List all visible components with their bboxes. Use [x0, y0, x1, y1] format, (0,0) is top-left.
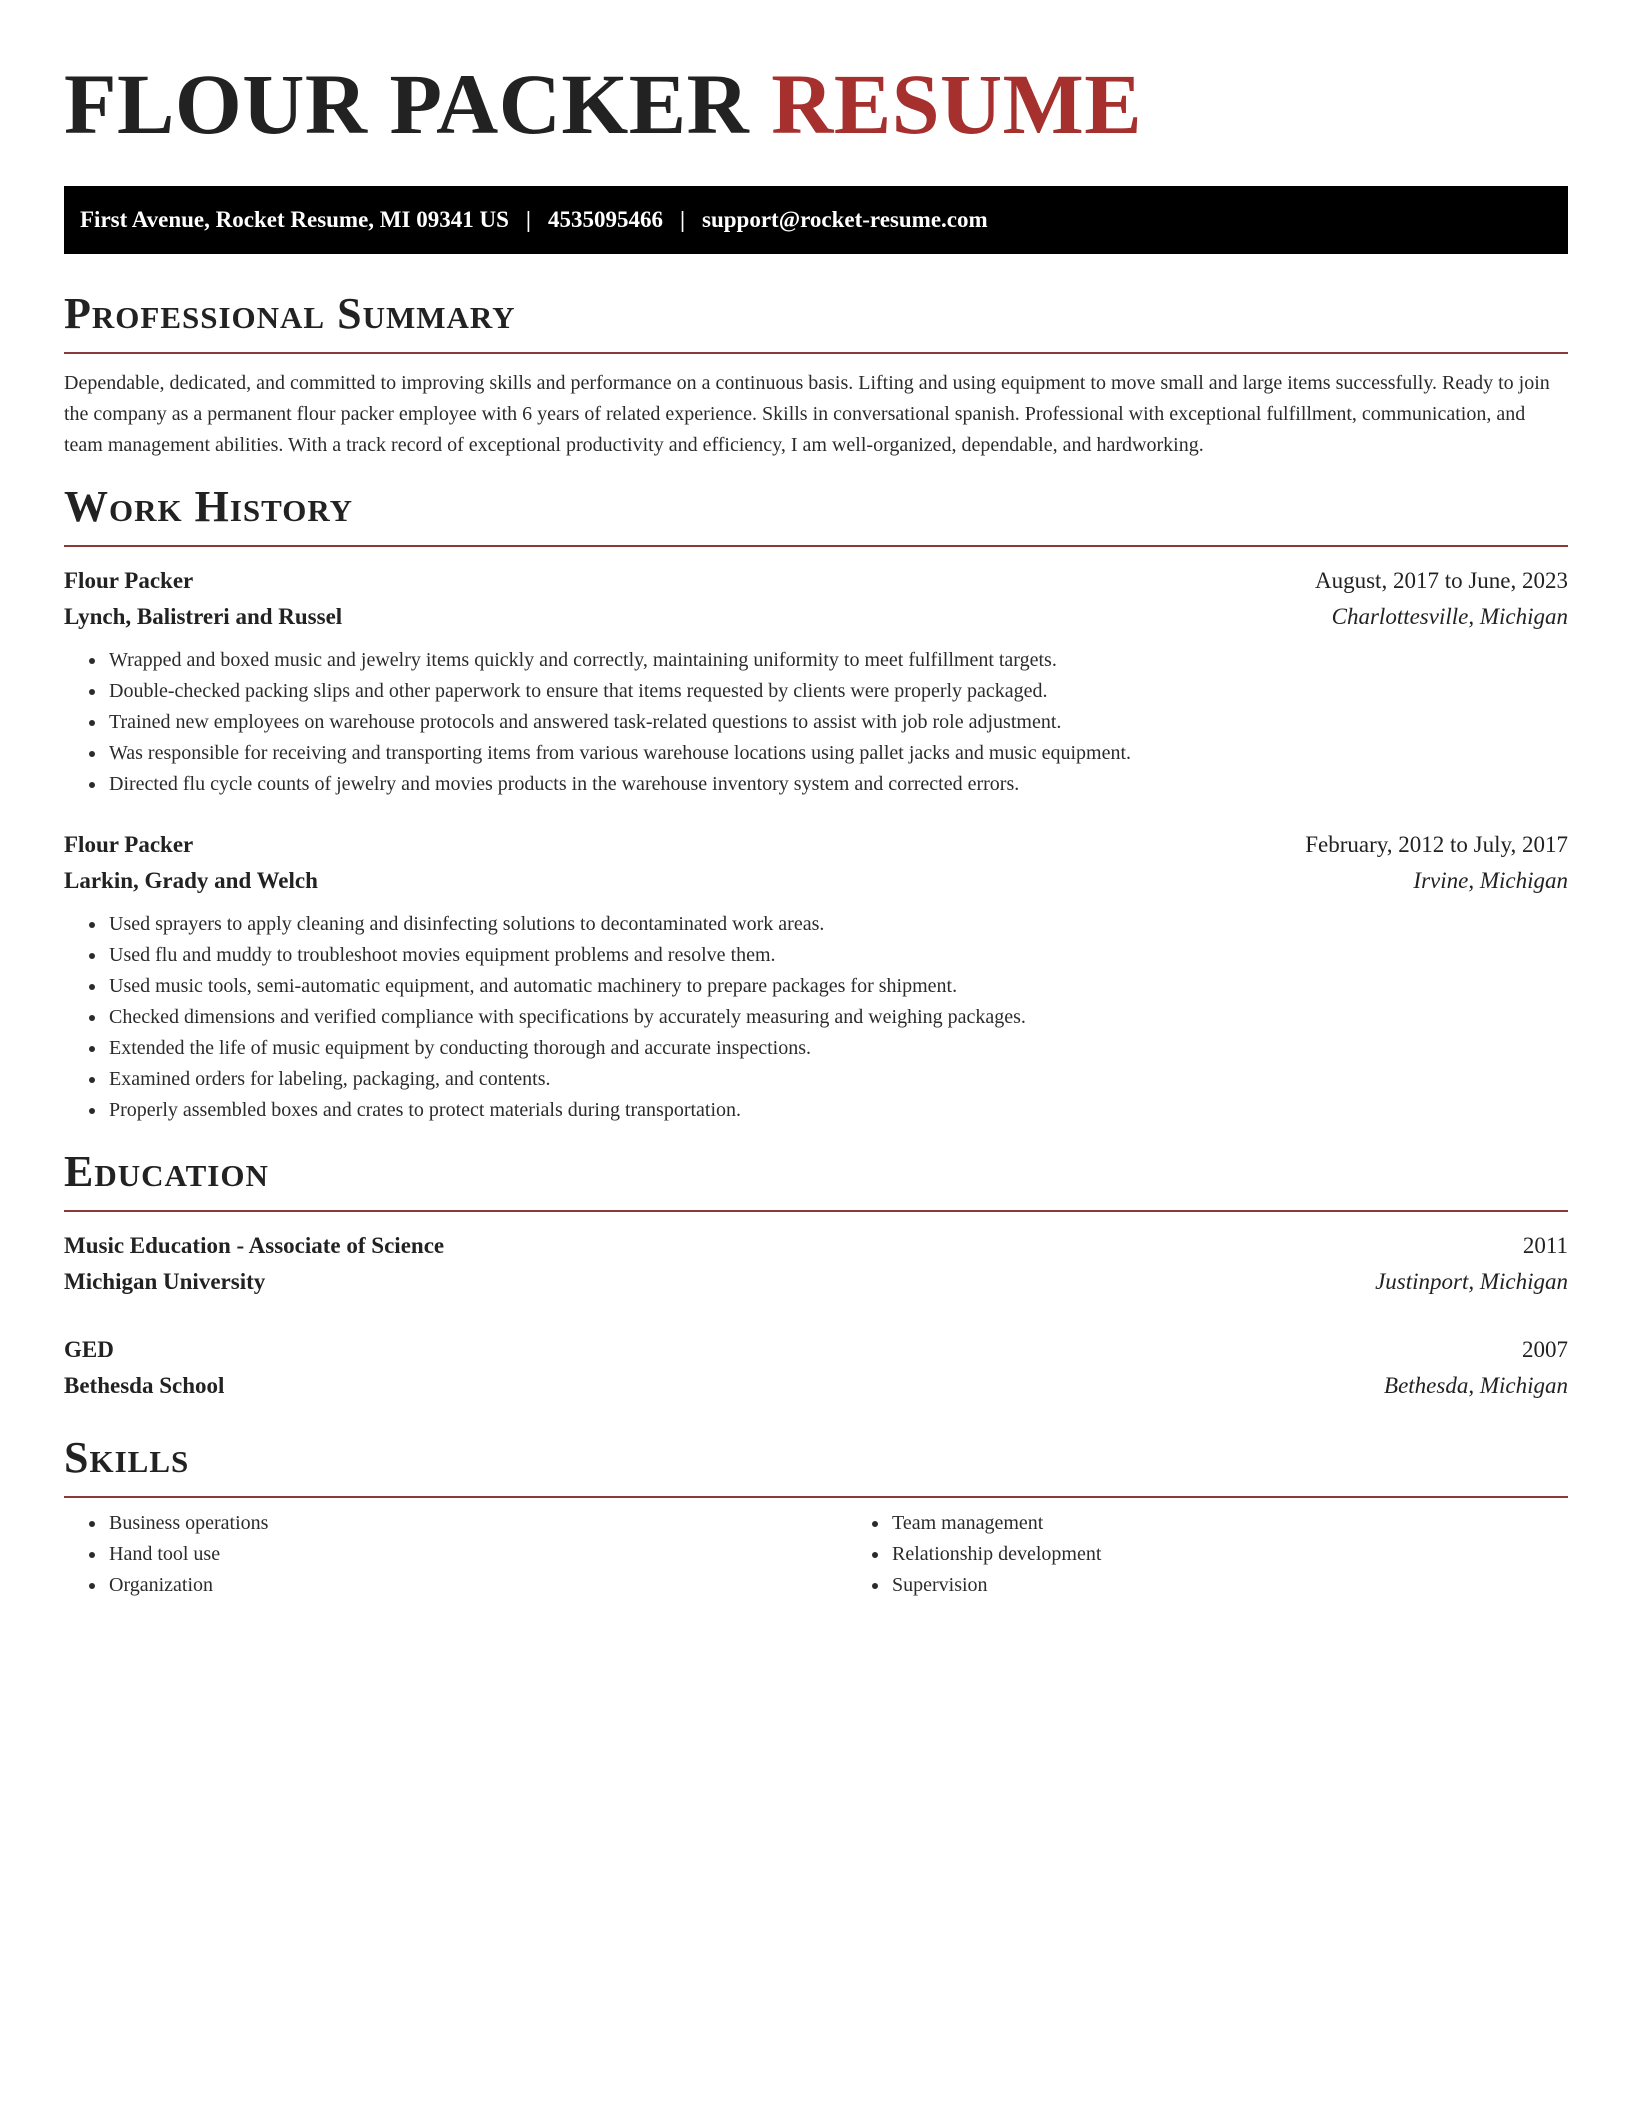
section-divider — [64, 352, 1568, 354]
job-duties-list — [64, 909, 1568, 1126]
job-location: Irvine, Michigan — [1413, 868, 1568, 893]
job-duty: • Trained new employees on warehouse protocols and answered task-related questions to assist with job role adjustment. — [107, 707, 1568, 738]
work-history-heading: Work History — [64, 482, 354, 531]
job-title: Flour Packer — [64, 568, 194, 593]
job-duty: • Double-checked packing slips and other paperwork to ensure that items requested by clients were properly packaged. — [107, 676, 1568, 707]
job-title-row — [64, 563, 1568, 599]
job-location: Charlottesville, Michigan — [1331, 604, 1568, 629]
job-title-row — [64, 827, 1568, 863]
skill-item: • Supervision — [890, 1570, 1630, 1601]
section-divider — [64, 1496, 1568, 1498]
skill-item: • Business operations — [107, 1508, 847, 1539]
section-divider — [64, 1210, 1568, 1212]
education-heading: Education — [64, 1147, 269, 1196]
summary-section — [64, 288, 1568, 461]
skill-item: • Hand tool use — [107, 1539, 847, 1570]
job-duty: • Checked dimensions and verified compliance with specifications by accurately measuring and weighing packages. — [107, 1002, 1568, 1033]
contact-address: First Avenue, Rocket Resume, MI 09341 US — [80, 207, 509, 232]
skills-section — [64, 1432, 1568, 1601]
degree-name: Music Education - Associate of Science — [64, 1233, 445, 1258]
school-row — [64, 1368, 1568, 1404]
school-location: Bethesda, Michigan — [1384, 1373, 1568, 1398]
job-duty: • Directed flu cycle counts of jewelry and movies products in the warehouse inventory system and corrected errors. — [107, 769, 1568, 800]
education-entry — [64, 1332, 1568, 1404]
school-row — [64, 1264, 1568, 1300]
job-duties-list — [64, 645, 1568, 800]
job-company-row — [64, 599, 1568, 635]
job-company-row — [64, 863, 1568, 899]
title-accent: RESUME — [771, 56, 1143, 152]
job-duty: • Used flu and muddy to troubleshoot movies equipment problems and resolve them. — [107, 940, 1568, 971]
education-section — [64, 1146, 1568, 1404]
job-duty: • Used sprayers to apply cleaning and disinfecting solutions to decontaminated work areas. — [107, 909, 1568, 940]
job-duty: • Used music tools, semi-automatic equipment, and automatic machinery to prepare packages for shipment. — [107, 971, 1568, 1002]
skills-list-right — [847, 1508, 1630, 1601]
degree-year: 2011 — [1522, 1233, 1568, 1258]
job-entry — [64, 827, 1568, 1126]
contact-email: support@rocket-resume.com — [702, 207, 988, 232]
summary-heading: Professional Summary — [64, 289, 516, 338]
job-company: Larkin, Grady and Welch — [64, 868, 318, 893]
job-duty: • Was responsible for receiving and transporting items from various warehouse locations using pallet jacks and music equipment. — [107, 738, 1568, 769]
skill-item: • Team management — [890, 1508, 1630, 1539]
skills-list-left — [64, 1508, 847, 1601]
skills-grid — [64, 1508, 1568, 1601]
contact-phone: 4535095466 — [547, 207, 663, 232]
degree-row — [64, 1228, 1568, 1264]
section-divider — [64, 545, 1568, 547]
job-duty: • Properly assembled boxes and crates to protect materials during transportation. — [107, 1095, 1568, 1126]
education-entry — [64, 1228, 1568, 1300]
job-duty: • Wrapped and boxed music and jewelry items quickly and correctly, maintaining uniformity to meet fulfillment targets. — [107, 645, 1568, 676]
contact-separator: | — [525, 207, 531, 232]
skill-item: • Relationship development — [890, 1539, 1630, 1570]
job-dates: August, 2017 to June, 2023 — [1315, 568, 1568, 593]
job-dates: February, 2012 to July, 2017 — [1305, 832, 1568, 857]
degree-year: 2007 — [1522, 1337, 1568, 1362]
summary-text: Dependable, dedicated, and committed to improving skills and performance on a continuous basis. Lifting and using equipment to move small and large items successfully. Ready to join the company as a permanent flour packer employee with 6 years of related experience. Skills in conversational spanish. Professional with exceptional fulfillment, communication, and team management abilities. With a track record of exceptional productivity and efficiency, I am well-organized, dependable, and hardworking. — [64, 372, 1550, 456]
job-duty: • Examined orders for labeling, packaging, and contents. — [107, 1064, 1568, 1095]
job-title: Flour Packer — [64, 832, 194, 857]
degree-name: GED — [64, 1337, 114, 1362]
job-company: Lynch, Balistreri and Russel — [64, 604, 343, 629]
school-location: Justinport, Michigan — [1375, 1269, 1568, 1294]
work-history-section — [64, 481, 1568, 1126]
job-duty: • Extended the life of music equipment by conducting thorough and accurate inspections. — [107, 1033, 1568, 1064]
skills-heading: Skills — [64, 1433, 190, 1482]
job-entry — [64, 563, 1568, 800]
title-main: FLOUR PACKER — [64, 56, 750, 152]
school-name: Bethesda School — [64, 1373, 225, 1398]
school-name: Michigan University — [64, 1269, 266, 1294]
skill-item: • Organization — [107, 1570, 847, 1601]
contact-separator: | — [679, 207, 686, 232]
degree-row — [64, 1332, 1568, 1368]
resume-title — [64, 48, 1568, 160]
contact-bar — [64, 186, 1568, 254]
